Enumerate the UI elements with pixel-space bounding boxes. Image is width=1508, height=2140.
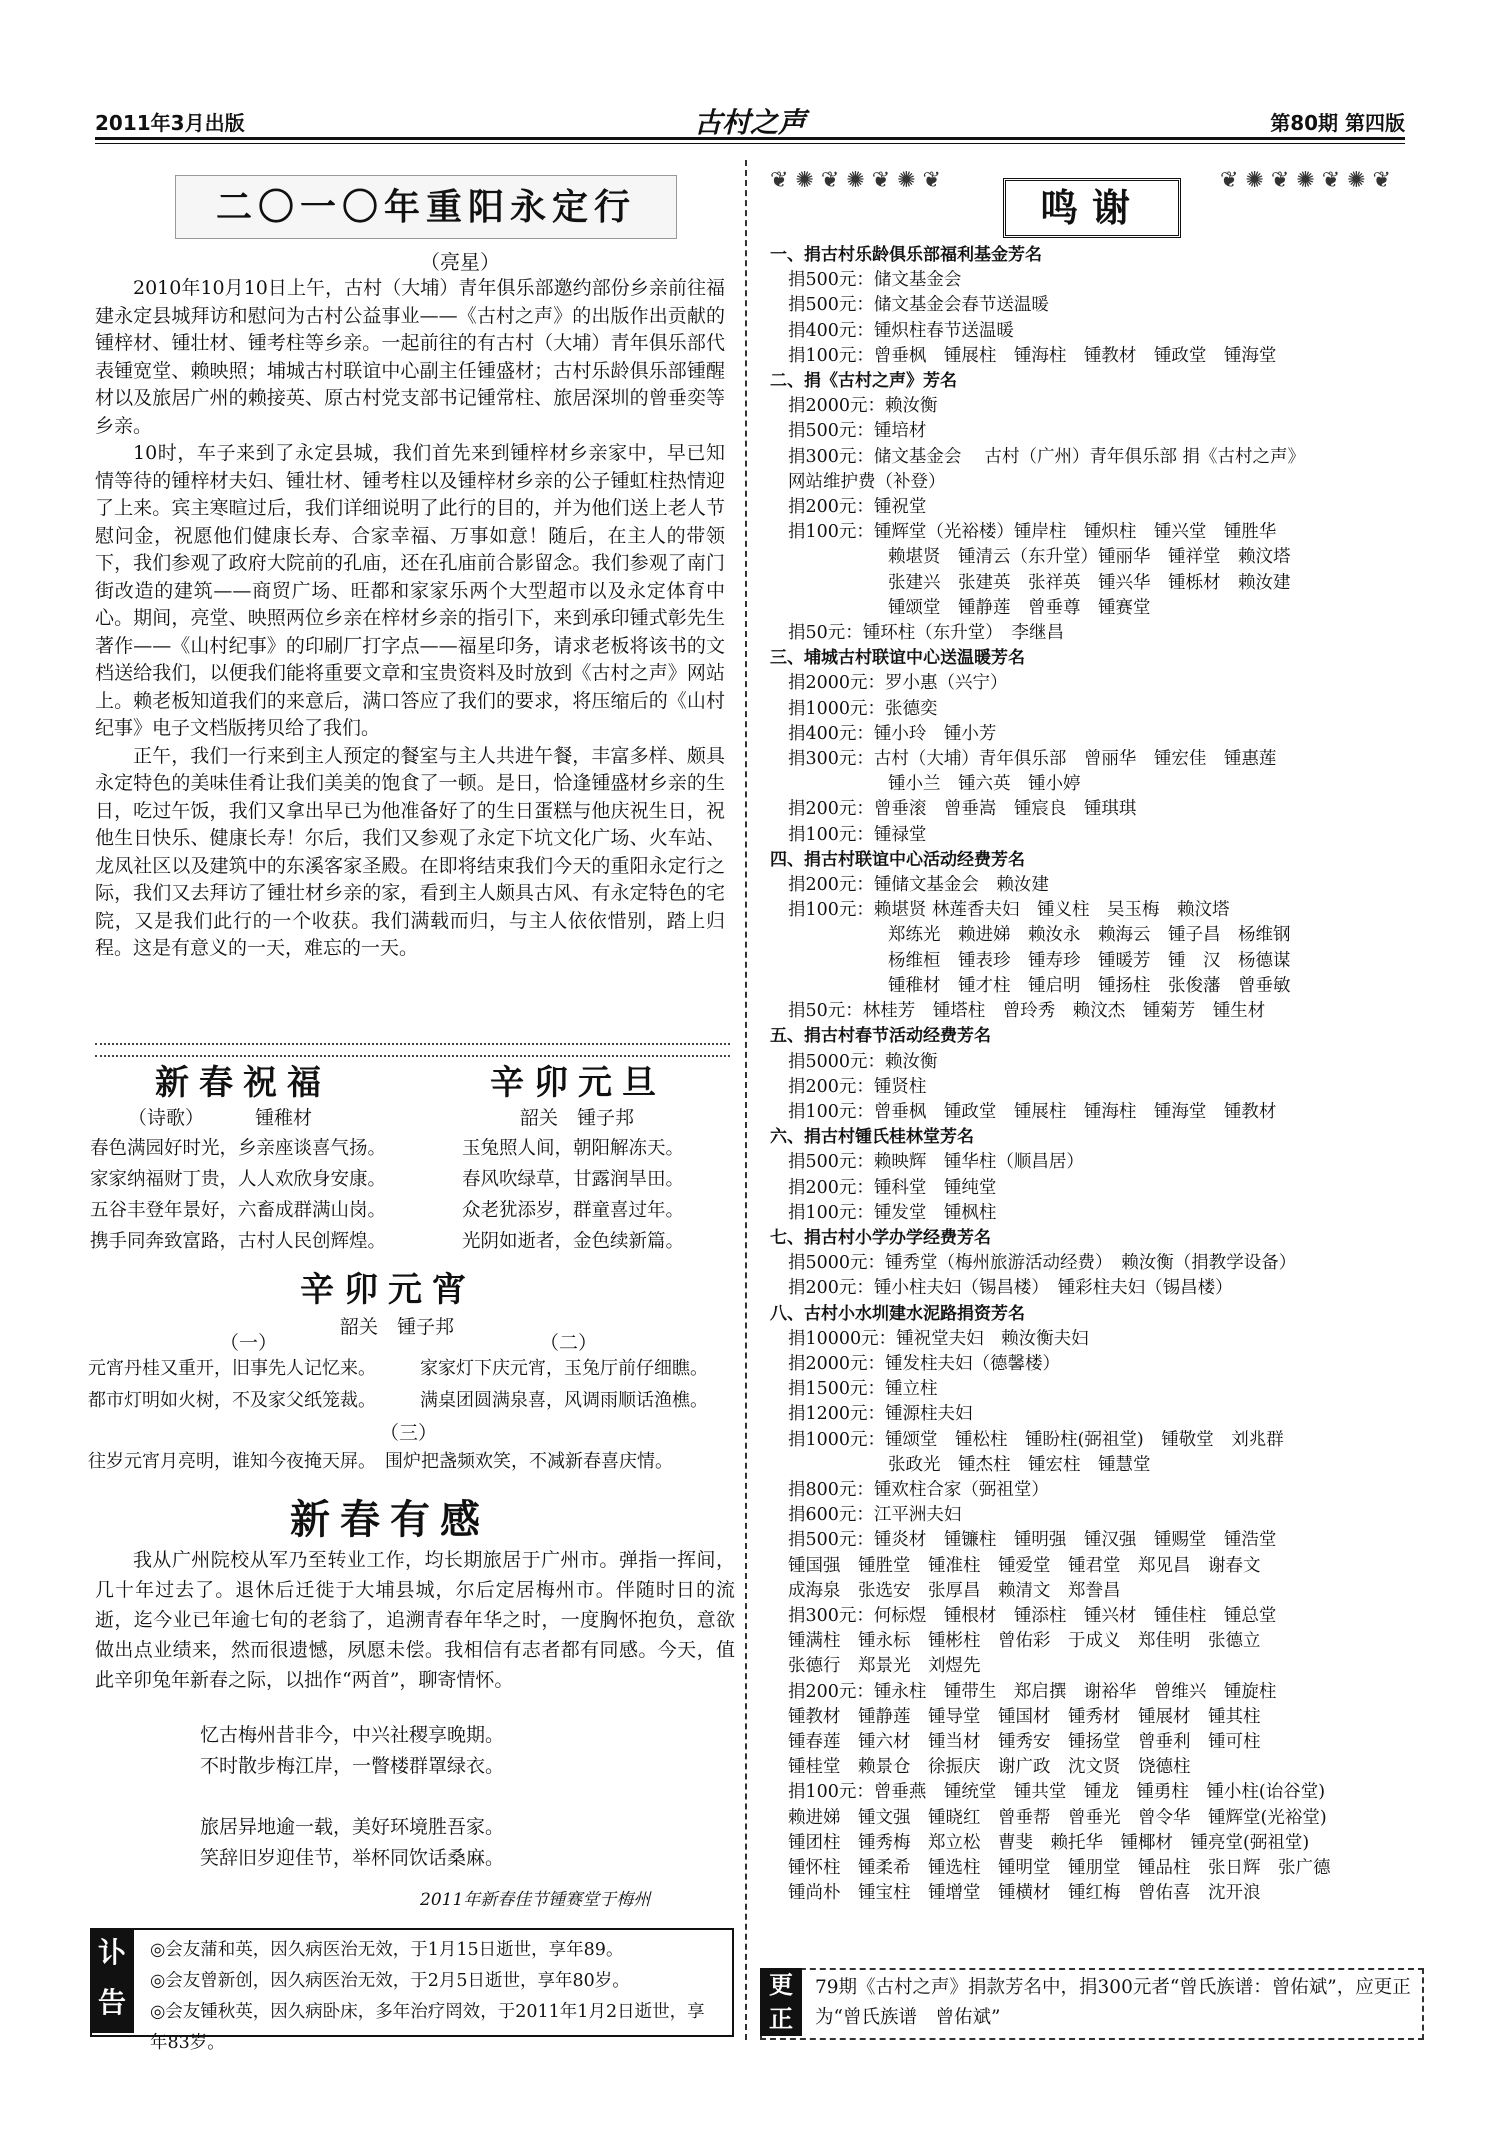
poem-lines [90, 1133, 386, 1257]
issue-date: 2011年3月出版 [95, 111, 245, 135]
article-paragraph: 正午，我们一行来到主人预定的餐室与主人共进午餐，丰富多样、颇具永定特色的美味佳肴让我们美美的饱食了一顿。是日，恰逢锺盛材乡亲的生日，吃过午饭，我们又拿出早已为他准备好了的生日蛋糕与他庆祝生日，祝他生日快乐、健康长寿！尔后，我们又参观了永定下坑文化广场、火车站、龙凤社区以及建筑中的东溪客家圣殿。在即将结束我们今天的重阳永定行之际，我们又去拜访了锺壮材乡亲的家，看到主人颇具古风、有永定特色的宅院，又是我们此行的一个收获。我们满载而归，与主人依依惜别，踏上归程。这是有意义的一天，难忘的一天。 [95, 744, 725, 959]
donation-line: 捐5000元：锺秀堂（梅州旅游活动经费） 赖汝衡（捐教学设备） [788, 1253, 1297, 1274]
donation-section-heading: 三、埔城古村联谊中心送温暖芳名 [770, 648, 1025, 669]
donation-line: 锺团柱 锺秀梅 郑立松 曹斐 赖托华 锺椰材 锺亮堂(弼祖堂) [788, 1832, 1310, 1853]
donation-section-heading: 七、捐古村小学办学经费芳名 [770, 1227, 991, 1248]
donation-line: 捐100元：曾垂燕 锺统堂 锺共堂 锺龙 锺勇柱 锺小柱(诒谷堂) [788, 1782, 1326, 1803]
poem-genre: （诗歌） [128, 1107, 205, 1129]
essay-signature: 2011年新春佳节锺赛堂于梅州 [420, 1890, 651, 1910]
donation-line: 张政光 锺杰柱 锺宏柱 锺慧堂 [888, 1454, 1151, 1475]
donation-line: 捐1000元：张德奕 [788, 698, 938, 719]
donation-line: 捐200元：锺储文基金会 赖汝建 [788, 875, 1049, 896]
donation-line: 赖堪贤 锺清云（东升堂）锺丽华 锺祥堂 赖汶塔 [888, 547, 1291, 568]
poem-line: 春风吹绿草，甘露润旱田。 [462, 1169, 685, 1190]
donation-line: 捐200元：锺小柱夫妇（锡昌楼） 锺彩柱夫妇（锡昌楼） [788, 1278, 1233, 1299]
donation-line: 捐10000元：锺祝堂夫妇 赖汝衡夫妇 [788, 1328, 1089, 1349]
verse-line: 笑辞旧岁迎佳节，举杯同饮话桑麻。 [200, 1847, 505, 1869]
header-rule-thin [95, 143, 1405, 144]
donation-line: 捐2000元：锺发柱夫妇（德馨楼） [788, 1353, 1061, 1374]
donation-line: 锺国强 锺胜堂 锺准柱 锺爱堂 锺君堂 郑见昌 谢春文 [788, 1555, 1261, 1576]
donation-line: 捐800元：锺欢柱合家（弼祖堂） [788, 1479, 1049, 1500]
obituary-item: ◎会友曾新创，因久病医治无效，于2月5日逝世，享年80岁。 [150, 1971, 630, 1991]
poem-line: 玉兔照人间，朝阳解冻天。 [462, 1138, 685, 1159]
paper-name: 古村之声 [693, 106, 807, 139]
donation-line: 捐300元：储文基金会 古村（广州）青年俱乐部 捐《古村之声》 [788, 446, 1306, 467]
donation-line: 捐400元：锺炽柱春节送温暖 [788, 320, 1014, 341]
donation-line: 捐500元：储文基金会 [788, 270, 962, 291]
poem-line: 都市灯明如火树，不及家父纸笼裁。 [88, 1390, 376, 1411]
poem-part: （三） [380, 1422, 438, 1444]
poem-author: 锺稚材 [255, 1107, 313, 1129]
page-header [95, 103, 1405, 137]
verse-line: 忆古梅州昔非今，中兴社稷享晚期。 [200, 1724, 505, 1746]
issue-number: 第80期 第四版 [1270, 111, 1405, 135]
article-paragraph: 2010年10月10日上午，古村（大埔）青年俱乐部邀约部份乡亲前往福建永定县城拜访和慰问为古村公益事业——《古村之声》的出版作出贡献的锺梓材、锺壮材、锺考柱等乡亲。一起前往的有古村（大埔）青年俱乐部代表锺宽堂、赖映照；埔城古村联谊中心副主任锺盛材；古村乐龄俱乐部锺醒材以及旅居广州的赖接英、原古村党支部书记锺常柱、旅居深圳的曾垂奕等乡亲。 [95, 277, 725, 437]
essay-body [95, 1545, 735, 1695]
donation-section-heading: 六、捐古村锺氏桂林堂芳名 [770, 1127, 974, 1148]
donation-line: 捐5000元：赖汝衡 [788, 1051, 938, 1072]
obituary-item: ◎会友蒲和英，因久病医治无效，于1月15日逝世，享年89。 [150, 1940, 624, 1960]
donation-line: 捐50元：林桂芳 锺塔柱 曾玲秀 赖汶杰 锺菊芳 锺生材 [788, 1001, 1266, 1022]
verse-line: 旅居异地逾一载，美好环境胜吾家。 [200, 1816, 505, 1838]
donation-line: 捐200元：锺科堂 锺纯堂 [788, 1177, 997, 1198]
column-divider [745, 160, 747, 2040]
donation-section-heading: 二、捐《古村之声》芳名 [770, 371, 957, 392]
essay-paragraph: 我从广州院校从军乃至转业工作，均长期旅居于广州市。弹指一挥间，几十年过去了。退休后迁徙于大埔县城，尔后定居梅州市。伴随时日的流逝，迄今业已年逾七旬的老翁了，追溯青春年华之时，一度胸怀抱负，意欲做出点业绩来，然而很遗憾，夙愿未偿。我相信有志者都有同感。今天，值此辛卯兔年新春之际，以拙作“两首”，聊寄情怀。 [95, 1549, 735, 1691]
article-title: 二〇一〇年重阳永定行 [175, 175, 677, 239]
donation-line: 锺教材 锺静莲 锺导堂 锺国材 锺秀材 锺展材 锺其柱 [788, 1706, 1261, 1727]
obituary-list [150, 1935, 720, 2059]
donation-section-heading: 四、捐古村联谊中心活动经费芳名 [770, 849, 1025, 870]
essay-title: 新春有感 [290, 1496, 490, 1543]
poem-title: 新春祝福 [155, 1063, 331, 1103]
donation-line: 捐1500元：锺立柱 [788, 1379, 938, 1400]
donation-line: 捐200元：锺贤柱 [788, 1076, 927, 1097]
donation-line: 郑练光 赖进娣 赖汝永 赖海云 锺子昌 杨维钢 [888, 925, 1291, 946]
donation-line: 张建兴 张建英 张祥英 锺兴华 锺栎材 赖汝建 [888, 572, 1291, 593]
poem-line: 众老犹添岁，群童喜过年。 [462, 1200, 685, 1221]
donation-line: 捐500元：锺炎材 锺镰柱 锺明强 锺汉强 锺赐堂 锺浩堂 [788, 1530, 1277, 1551]
thanks-title: 鸣谢 [1003, 178, 1181, 238]
poem-line: 五谷丰登年景好，六畜成群满山岗。 [90, 1200, 387, 1221]
donation-line: 捐200元：曾垂滚 曾垂嵩 锺宸良 锺琪琪 [788, 799, 1137, 820]
poem-line: 春色满园好时光，乡亲座谈喜气扬。 [90, 1138, 387, 1159]
donation-line: 捐200元：锺祝堂 [788, 497, 927, 518]
donation-line: 捐100元：曾垂枫 锺展柱 锺海柱 锺教材 锺政堂 锺海堂 [788, 345, 1277, 366]
poem-author: 韶关 锺子邦 [340, 1316, 455, 1338]
dragon-ornament-icon: ❦ ✺ ❦ ✺ ❦ ✺ ❦ [1220, 168, 1391, 193]
donation-line: 锺春莲 锺六材 锺当材 锺秀安 锺扬堂 曾垂利 锺可柱 [788, 1731, 1261, 1752]
poem-line: 满桌团圆满泉喜，风调雨顺话渔樵。 [420, 1390, 708, 1411]
poem-line: 光阴如逝者，金色续新篇。 [462, 1231, 685, 1252]
verse-line: 不时散步梅江岸，一瞥楼群罩绿衣。 [200, 1755, 505, 1777]
donation-line: 锺颂堂 锺静莲 曾垂尊 锺赛堂 [888, 597, 1151, 618]
donation-line: 捐100元：锺发堂 锺枫柱 [788, 1202, 997, 1223]
donation-line: 锺尚朴 锺宝柱 锺增堂 锺横材 锺红梅 曾佑喜 沈开浪 [788, 1883, 1261, 1904]
obituary-tag: 讣告 [90, 1928, 134, 2033]
correction-tag: 更正 [760, 1968, 802, 2036]
donation-line: 捐500元：赖映辉 锺华柱（顺昌居） [788, 1152, 1084, 1173]
article-body [95, 275, 725, 963]
donation-line: 锺怀柱 锺柔希 锺选柱 锺明堂 锺朋堂 锺品柱 张日辉 张广德 [788, 1858, 1331, 1878]
donation-list [770, 243, 1410, 1906]
donation-line: 捐50元：锺环柱（东升堂） 李继昌 [788, 623, 1065, 644]
donation-line: 张德行 郑景光 刘煜先 [788, 1656, 981, 1677]
donation-line: 锺桂堂 赖景仓 徐振庆 谢广政 沈文贤 饶德柱 [788, 1757, 1191, 1778]
donation-section-heading: 五、捐古村春节活动经费芳名 [770, 1026, 991, 1047]
donation-line: 锺小兰 锺六英 锺小婷 [888, 774, 1081, 795]
donation-line: 捐400元：锺小玲 锺小芳 [788, 723, 997, 744]
poem-part: （一） [220, 1332, 278, 1354]
donation-line: 捐2000元：赖汝衡 [788, 396, 938, 417]
donation-line: 赖进娣 锺文强 锺晓红 曾垂帮 曾垂光 曾令华 锺辉堂(光裕堂) [788, 1807, 1327, 1828]
donation-line: 捐1000元：锺颂堂 锺松柱 锺盼柱(弼祖堂) 锺敬堂 刘兆群 [788, 1429, 1284, 1450]
header-rule [95, 137, 1405, 140]
donation-line: 杨维桓 锺表珍 锺寿珍 锺暖芳 锺 汉 杨德谋 [888, 950, 1291, 971]
poem-title: 辛卯元宵 [300, 1270, 476, 1310]
donation-line: 捐500元：储文基金会春节送温暖 [788, 295, 1049, 316]
poem-lines [462, 1133, 684, 1257]
donation-line: 捐100元：赖堪贤 林莲香夫妇 锺义柱 吴玉梅 赖汶塔 [788, 900, 1230, 921]
poem-part: （二） [540, 1332, 598, 1354]
correction-text: 79期《古村之声》捐款芳名中，捐300元者“曾氏族谱：曾佑斌”，应更正为“曾氏族谱 曾佑斌” [815, 1977, 1411, 2028]
donation-line: 捐2000元：罗小惠（兴宁） [788, 673, 1008, 694]
donation-line: 捐300元：古村（大埔）青年俱乐部 曾丽华 锺宏佳 锺惠莲 [788, 749, 1277, 770]
poem-line: 家家灯下庆元宵，玉兔厅前仔细瞧。 [420, 1358, 708, 1379]
donation-section-heading: 八、古村小水圳建水泥路捐资芳名 [770, 1303, 1025, 1324]
donation-line: 锺满柱 锺永标 锺彬柱 曾佑彩 于成义 郑佳明 张德立 [788, 1631, 1261, 1652]
donation-line: 捐600元：江平洲夫妇 [788, 1505, 962, 1526]
donation-line: 网站维护费（补登） [788, 471, 946, 492]
poem-line: 元宵丹桂又重开，旧事先人记忆来。 [88, 1358, 376, 1379]
poem-line: 家家纳福财丁贵，人人欢欣身安康。 [90, 1169, 387, 1190]
donation-section-heading: 一、捐古村乐龄俱乐部福利基金芳名 [770, 245, 1042, 265]
dragon-ornament-icon: ❦ ✺ ❦ ✺ ❦ ✺ ❦ [770, 168, 941, 193]
poem-title: 辛卯元旦 [490, 1063, 666, 1103]
donation-line: 捐100元：锺辉堂（光裕楼）锺岸柱 锺炽柱 锺兴堂 锺胜华 [788, 522, 1277, 543]
donation-line: 捐100元：锺禄堂 [788, 824, 927, 845]
donation-line: 捐500元：锺培材 [788, 421, 927, 442]
article-author: （亮星） [420, 250, 500, 274]
donation-line: 捐300元：何标煜 锺根材 锺添柱 锺兴材 锺佳柱 锺总堂 [788, 1605, 1277, 1626]
donation-line: 成海泉 张选安 张厚昌 赖清文 郑誊昌 [788, 1580, 1121, 1601]
poem-author: 韶关 锺子邦 [520, 1107, 635, 1129]
poem-line: 携手同奔致富路，古村人民创辉煌。 [90, 1231, 387, 1252]
obituary-item: ◎会友锺秋英，因久病卧床，多年治疗罔效，于2011年1月2日逝世，享年83岁。 [150, 2002, 705, 2053]
donation-line: 捐200元：锺永柱 锺带生 郑启撰 谢裕华 曾维兴 锺旋柱 [788, 1681, 1277, 1702]
poem-line: 往岁元宵月亮明，谁知今夜掩天屏。 围炉把盏频欢笑，不减新春喜庆情。 [88, 1451, 673, 1472]
donation-line: 锺稚材 锺才柱 锺启明 锺扬柱 张俊藩 曾垂敏 [888, 975, 1291, 996]
article-paragraph: 10时，车子来到了永定县城，我们首先来到锺梓材乡亲家中，早已知情等待的锺梓材夫妇、锺壮材、锺考柱以及锺梓材乡亲的公子锺虹柱热情迎了上来。宾主寒暄过后，我们详细说明了此行的目的，并为他们送上老人节慰问金，祝愿他们健康长寿、合家幸福、万事如意！随后，在主人的带领下，我们参观了政府大院前的孔庙，还在孔庙前合影留念。我们参观了南门街改造的建筑——商贸广场、旺都和家家乐两个大型超市以及永定体育中心。期间，亮堂、映照两位乡亲在梓材乡亲的指引下，来到承印锺式彰先生著作——《山村纪事》的印刷厂打字点——福星印务，请求老板将该书的文档送给我们，以便我们能将重要文章和宝贵资料及时放到《古村之声》网站上。赖老板知道我们的来意后，满口答应了我们的要求，将压缩后的《山村纪事》电子文档版拷贝给了我们。 [95, 442, 725, 739]
donation-line: 捐100元：曾垂枫 锺政堂 锺展柱 锺海柱 锺海堂 锺教材 [788, 1101, 1277, 1122]
donation-line: 捐1200元：锺源柱夫妇 [788, 1404, 973, 1425]
